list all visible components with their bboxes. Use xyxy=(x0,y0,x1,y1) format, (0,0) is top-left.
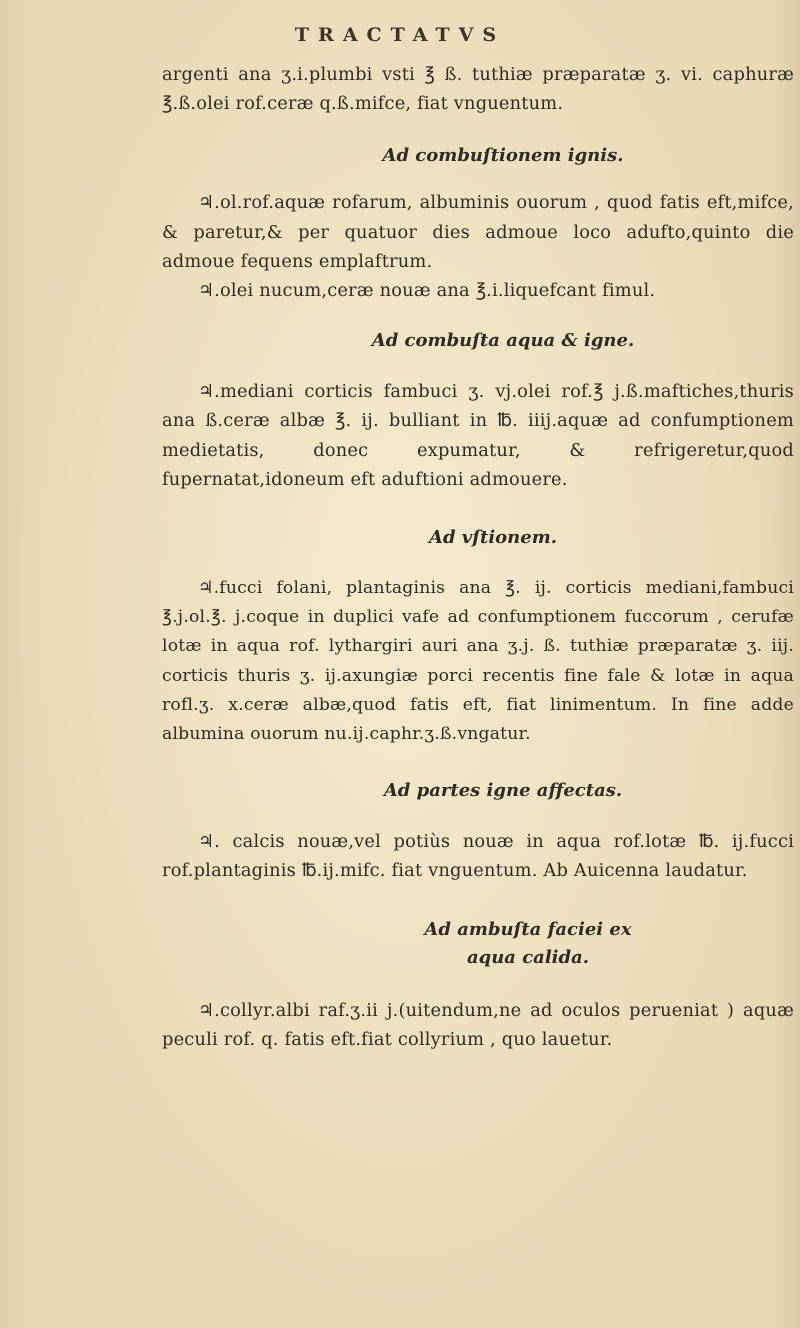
heading-burns-water-fire: Ad combuſta aqua & igne. xyxy=(371,330,635,352)
recipe-face-burns: ♃.collyr.albi raf.ʒ.ii j.(uitendum,ne ad oculos perueniat ) aquæ peculi rof. q. fatis eft.fiat collyrium , quo lauetur. xyxy=(162,999,794,1050)
recipe-combustion-fire-1: ♃.ol.rof.aquæ rofarum, albuminis ouorum , quod fatis eft,mifce, & paretur,& per quatuor dies admoue loco adufto,quinto die admoue fequens emplaftrum. xyxy=(162,192,794,272)
heading-ustion: Ad vſtionem. xyxy=(428,527,558,549)
heading-parts-affected-by-fire: Ad partes igne affectas. xyxy=(383,780,623,802)
recipe-combustion-fire-2: ♃.olei nucum,ceræ nouæ ana ℥.i.liquefcant fimul. xyxy=(198,280,656,302)
heading-face-burns-line1: Ad ambuſta faciei ex xyxy=(424,918,632,940)
intro-paragraph: argenti ana ʒ.i.plumbi vsti ℥ ß. tuthiæ præparatæ ʒ. vi. caphuræ ℥.ß.olei rof.ceræ q.ß.mifce, fiat vnguentum. xyxy=(162,64,794,115)
heading-face-burns-line2: aqua calida. xyxy=(466,946,590,968)
heading-combustion-fire: Ad combuſtionem ignis. xyxy=(382,145,624,167)
running-head: TRACTATVS xyxy=(294,24,506,46)
recipe-ustion: ♃.fucci folani, plantaginis ana ℥. ij. corticis mediani,fambuci ℥.j.ol.℥. j.coque in duplici vafe ad confumptionem fuccorum , cerufæ lotæ in aqua rof. lythargiri auri ana ʒ.j. ß. tuthiæ præparatæ ʒ. iij. corticis thuris ʒ. ij.axungiæ porci recentis fine fale & lotæ in aqua rofl.ʒ. x.ceræ albæ,quod fatis eft, fiat linimentum. In fine adde albumina ouorum nu.ij.caphr.ʒ.ß.vngatur. xyxy=(162,578,794,745)
recipe-burns-water-fire: ♃.mediani corticis fambuci ʒ. vj.olei rof.℥ j.ß.maftiches,thuris ana ß.ceræ albæ ℥. ij. bulliant in ℔. iiij.aquæ ad confumptionem medietatis, donec expumatur, & refrigeretur,quod fupernatat,idoneum eft aduftioni admouere. xyxy=(162,381,794,490)
recipe-parts-affected-by-fire: ♃. calcis nouæ,vel potiùs nouæ in aqua rof.lotæ ℔. ij.fucci rof.plantaginis ℔.ij.mifc. fiat vnguentum. Ab Auicenna laudatur. xyxy=(162,831,794,882)
text-block xyxy=(162,60,794,1054)
